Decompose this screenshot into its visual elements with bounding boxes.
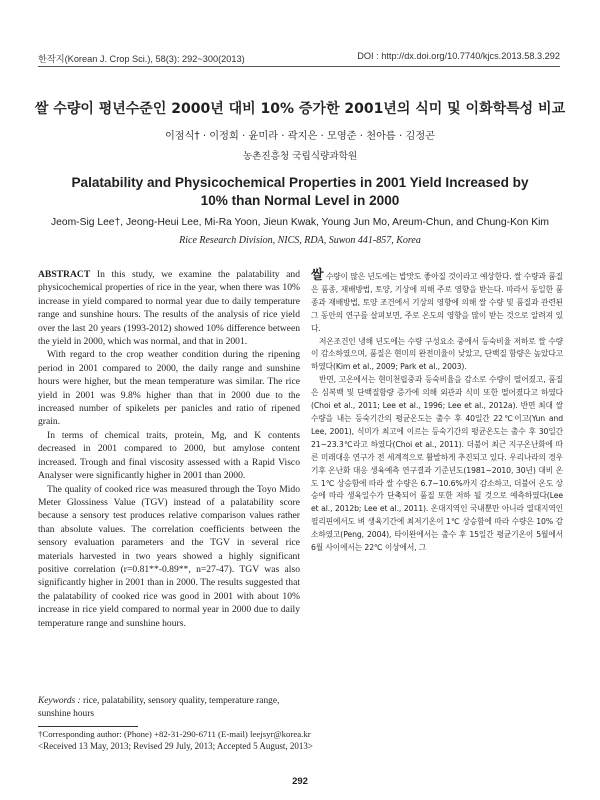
doi-link[interactable]: DOI : http://dx.doi.org/10.7740/kjcs.2013.58.3.292 [357, 51, 560, 61]
keywords [38, 695, 300, 721]
english-affiliation: Rice Research Division, NICS, RDA, Suwon 441-857, Korea [179, 235, 421, 246]
abstract-paragraph: With regard to the crop weather condition during the ripening period in 2001 compared to 2000, the daily range and sunshine hours were higher, but the mean temperature was similar. The rice yield in 2001 was 9.8% higher than that in 2000 due to the increased number of spikelets per panicles and ratio of ripened grain. [38, 349, 300, 428]
page-number: 292 [292, 776, 308, 787]
received-dates: <Received 13 May, 2013; Revised 29 July, 2013; Accepted 5 August, 2013> [38, 741, 313, 751]
drop-cap: 쌀 [311, 268, 324, 283]
corresponding-author-note: †Corresponding author: (Phone) +82-31-290-6711 (E-mail) leejsyr@korea.kr [38, 729, 311, 739]
korean-title: 쌀 수량이 평년수준인 2000년 대비 10% 증가한 2001년의 식미 및 이화학특성 비교 [34, 101, 566, 117]
english-title: Palatability and Physicochemical Properties in 2001 Yield Increased by 10% than Normal Level in 2000 [71, 175, 529, 208]
english-authors: Jeom-Sig Lee†, Jeong-Heui Lee, Mi-Ra Yoon, Jieun Kwak, Young Jun Mo, Areum-Chun, and Chung-Kon Kim [51, 217, 549, 228]
footnote-divider [38, 726, 138, 727]
body-paragraph: 반면, 고온에서는 현미천립중과 등숙비율을 감소로 수량이 떨어졌고, 품질은 심복백 및 단백질함량 증가에 의해 외관과 식미 또한 떨어졌다고 하였다(Choi et al., 2011; Lee et al., 1996; Lee et al., 2012a). 반면 최대 쌀 수량을 내는 등숙기간의 평균온도는 출수 후 40일간 22℃이고(Yun and Lee, 2001), 식미가 최고에 이르는 등숙기간의 평균온도는 출수 후 30일간 21~23.3℃라고 하였다(Choi et al., 2011). 더불어 최근 지구온난화에 따른 미래대응 연구가 전 세계적으로 활발하게 추진되고 있다. 우리나라의 경우 기후 온난화 대응 생육예측 연구결과 기준년도(1981~2010, 30년) 대비 온도 1℃ 상승함에 따라 쌀 수량은 6.7~10.6%까지 감소하고, 더불어 온도 상승에 따라 생육일수가 단축되어 품질 또한 저하 될 것으로 예측하였다(Lee et al., 2012b; Lee et al., 2011). 온대지역인 국내뿐만 아니라 열대지역인 필리핀에서도 벼 생육기간에 최저기온이 1℃ 상승함에 따라 수량은 10% 감소하였고(Peng, 2004), 타이완에서는 출수 후 15일간 평균기온이 5월에서 6월 사이에서는 22℃ 이상에서, 그 [311, 375, 563, 553]
abstract-paragraph: The quality of cooked rice was measured through the Toyo Mido Meter Glossiness Value (TGV) instead of a palatability score because a sensory test produces relative comparison values rather than absolute values. The correlation coefficients between the sensory evaluation parameters and the TGV in several rice materials harvested in two years showed a highly significant positive correlation (r=0.81**-0.89**, n=27-47). TGV was also significantly higher in 2001 than in 2000. The results suggested that the palatability of cooked rice was good in 2001 with about 10% increase in rice yield compared to normal year in 2000 due to daily temperature range and sunshine hours. [38, 483, 300, 629]
keywords-text: rice, palatability, sensory quality, temperature range, sunshine hours [38, 696, 280, 719]
abstract [38, 268, 300, 630]
keywords-label: Keywords : [38, 696, 81, 706]
body-paragraph: 쌀 수량이 많은 년도에는 밥맛도 좋아질 것이라고 예상한다. 쌀 수량과 품질은 품종, 재배방법, 토양, 기상에 의해 주로 영향을 받는다. 따라서 동일한 품종과 재배방법, 토양 조건에서 기상의 영향에 의해 쌀 수량 및 품질과 관련된 그 동안의 연구를 살펴보면, 주로 온도의 영향을 많이 받는 것으로 알려져 있다. [311, 268, 563, 333]
body-paragraph: 저온조건인 냉해 년도에는 수량 구성요소 중에서 등숙비율 저하로 쌀 수량이 감소하였으며, 품질은 현미의 완전미율이 낮았고, 단백질 함량은 높았다고 하였다(Kim et al., 2009; Park et al., 2003). [311, 336, 563, 372]
journal-citation: 한작지(Korean J. Crop Sci.), 58(3): 292~300(2013) [38, 54, 245, 64]
abstract-label: ABSTRACT [38, 269, 91, 280]
running-header [38, 48, 560, 67]
korean-authors: 이점식† · 이정희 · 윤미라 · 곽지은 · 모영준 · 천아름 · 김정곤 [164, 131, 436, 142]
abstract-paragraph: In terms of chemical traits, protein, Mg, and K contents decreased in 2001 compared to 2000, but amylose content increased. Trough and final viscosity assessed with a Rapid Visco Analyser were significantly higher in 2001 than 2000. [38, 429, 300, 482]
abstract-paragraph: ABSTRACT In this study, we examine the palatability and physicochemical properties of rice in the year, when there was 10% increase in yield compared to normal year due to daily temperature range and sunshine hours. The results of the analysis of rice yield over the last 20 years (1993-2012) showed 10% difference between the yield in 2000, which was normal, and that in 2001. [38, 269, 300, 348]
korean-body [311, 270, 563, 555]
korean-affiliation: 농촌진흥청 국립식량과학원 [242, 151, 358, 162]
